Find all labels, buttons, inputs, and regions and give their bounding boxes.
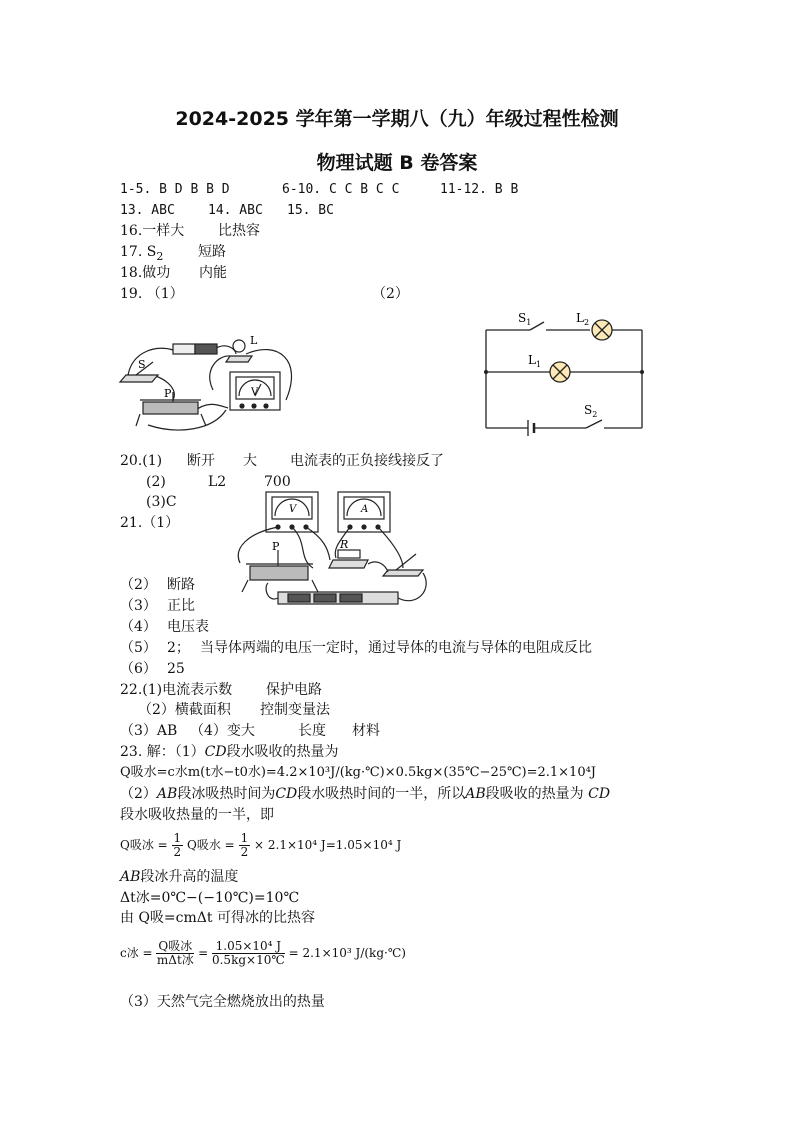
label-r21: R bbox=[340, 538, 349, 551]
equation-1: Q吸水=c水m(t水−t0水)=4.2×10³J/(kg·℃)×0.5kg×(35℃−25℃)=2.1×10⁴J bbox=[120, 765, 597, 780]
answer-21-1: 21.（1） bbox=[120, 515, 180, 531]
answer-23-formula-note: 由 Q吸=cmΔt 可得冰的比热容 bbox=[120, 910, 315, 926]
answers-1-5: 1-5. B D B B D bbox=[120, 182, 230, 197]
answer-18-b: 内能 bbox=[199, 265, 227, 281]
answers-11-12: 11-12. B B bbox=[440, 182, 519, 197]
answer-20-1-a: 断开 bbox=[187, 453, 215, 469]
answer-14: 14. ABC bbox=[208, 203, 263, 218]
label-a21: A bbox=[361, 504, 369, 515]
circuit-19-2-diagram bbox=[478, 310, 648, 440]
answer-23-3: （3）天然气完全燃烧放出的热量 bbox=[120, 994, 325, 1010]
answer-15: 15. BC bbox=[287, 203, 334, 218]
answer-21-5-b: 当导体两端的电压一定时，通过导体的电流与导体的电阻成反比 bbox=[200, 640, 592, 656]
answer-21-4-num: （4） bbox=[120, 619, 157, 635]
answer-20-2-b: 700 bbox=[264, 474, 291, 490]
answer-21-6-num: （6） bbox=[120, 661, 157, 677]
answer-21-3-num: （3） bbox=[120, 598, 157, 614]
answer-20-1-c: 电流表的正负接线接反了 bbox=[290, 453, 444, 469]
answer-22-1-a: 22.(1)电流表示数 bbox=[120, 682, 233, 698]
circuit-21-figure bbox=[228, 488, 428, 613]
label-p: P bbox=[164, 387, 172, 400]
label-s1: $S_1$ bbox=[518, 311, 532, 327]
label-v: V bbox=[251, 387, 259, 398]
answer-16-a: 16.一样大 bbox=[120, 223, 185, 239]
answer-17-a: 17. $S_2$ bbox=[120, 244, 164, 263]
equation-2: Q吸冰 = $\frac{1}{2}$ Q吸水 = $\frac{1}{2}$ × 2.1×10⁴ J=1.05×10⁴ J bbox=[120, 831, 402, 859]
answer-17-b: 短路 bbox=[198, 244, 226, 260]
answer-21-2: 断路 bbox=[167, 577, 195, 593]
answer-20-3: (3)C bbox=[146, 494, 177, 510]
label-p21: P bbox=[272, 540, 280, 553]
label-l: L bbox=[250, 334, 258, 347]
label-v21: V bbox=[289, 504, 297, 515]
answer-23-2-line1: （2）AB段冰吸热时间为CD段水吸热时间的一半，所以AB段吸收的热量为 CD bbox=[120, 786, 611, 802]
label-s: S bbox=[138, 358, 146, 371]
label-s2: $S_2$ bbox=[584, 403, 598, 419]
answer-18-a: 18.做功 bbox=[120, 265, 171, 281]
page-title: 2024-2025 学年第一学期八（九）年级过程性检测 bbox=[175, 108, 619, 130]
answer-16-b: 比热容 bbox=[218, 223, 260, 239]
answer-23-2-line2: 段水吸收热量的一半，即 bbox=[120, 807, 274, 823]
equation-4: c冰 = $\frac{\text{Q吸冰}}{\text{mΔt冰}}$ = $\frac{\text{1.05×10⁴ J}}{0.5kg\times 10℃}$ = 2.1×10³ J/(kg·℃) bbox=[120, 939, 406, 967]
answer-21-2-num: （2） bbox=[120, 577, 157, 593]
answer-22-4-b: 长度 bbox=[298, 723, 326, 739]
answer-20-1-num: 20.(1) bbox=[120, 453, 163, 469]
answer-21-6: 25 bbox=[167, 661, 185, 677]
answer-22-4-c: 材料 bbox=[352, 723, 380, 739]
answer-22-2-a: （2）横截面积 bbox=[138, 702, 231, 718]
page-subtitle: 物理试题 B 卷答案 bbox=[316, 152, 478, 174]
answer-23-ab-temp: AB段冰升高的温度 bbox=[120, 869, 239, 885]
answer-19-2: （2） bbox=[372, 286, 409, 302]
answer-21-4: 电压表 bbox=[167, 619, 209, 635]
equation-3: Δt冰=0℃−(−10℃)=10℃ bbox=[120, 890, 300, 906]
answer-21-5-a: 2； bbox=[167, 640, 190, 656]
answer-22-2-b: 控制变量法 bbox=[260, 702, 330, 718]
answer-20-2-a: L2 bbox=[208, 474, 227, 490]
label-l2: $L_2$ bbox=[576, 311, 590, 327]
answer-13: 13. ABC bbox=[120, 203, 175, 218]
answer-22-1-b: 保护电路 bbox=[266, 682, 322, 698]
answer-21-3: 正比 bbox=[167, 598, 195, 614]
answer-19-1: 19. （1） bbox=[120, 286, 184, 302]
circuit-19-1-figure bbox=[118, 330, 308, 440]
answer-20-1-b: 大 bbox=[243, 453, 257, 469]
answer-22-3: （3）AB bbox=[120, 723, 178, 739]
answers-6-10: 6-10. C C B C C bbox=[282, 182, 400, 197]
answer-23-head: 23. 解：（1）CD段水吸收的热量为 bbox=[120, 744, 339, 760]
answer-20-2-num: (2) bbox=[146, 474, 166, 490]
answer-22-4-a: （4）变大 bbox=[190, 723, 255, 739]
label-l1: $L_1$ bbox=[528, 353, 542, 369]
answer-21-5-num: （5） bbox=[120, 640, 157, 656]
